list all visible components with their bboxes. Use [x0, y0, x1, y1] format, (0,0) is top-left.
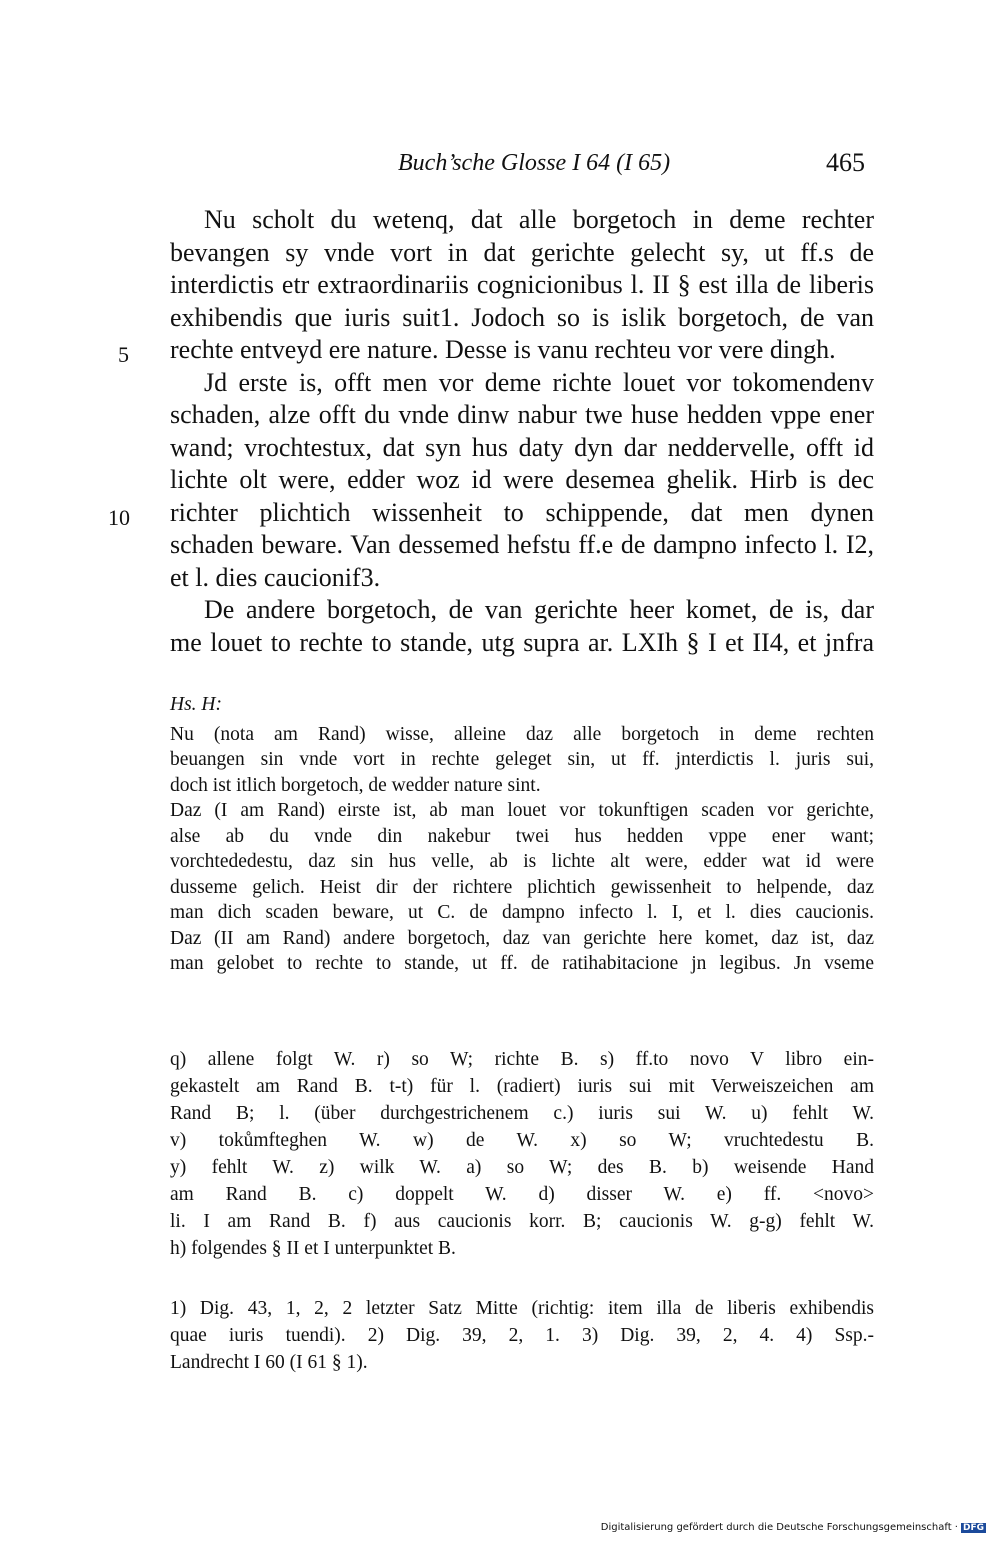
main-line: Jd erste is, offt men vor deme richte louet vor tokomendenv	[204, 367, 874, 397]
main-line: lichte olt were, edder woz id were desemea ghelik. Hirb is dec	[170, 465, 874, 494]
apparatus-line: y) fehlt W. z) wilk W. a) so W; des B. b) weisende Hand	[170, 1157, 874, 1178]
funding-footer	[601, 1522, 986, 1533]
main-line: schaden, alze offt du vnde dinw nabur twe huse hedden vppe ener	[170, 400, 874, 429]
main-text	[170, 204, 874, 659]
apparatus-line: Rand B; l. (über durchgestrichenem c.) iuris sui W. u) fehlt W.	[170, 1103, 874, 1124]
apparatus-line: li. I am Rand B. f) aus caucionis korr. B; caucionis W. g-g) fehlt W.	[170, 1211, 874, 1232]
ms-line: beuangen sin vnde vort in rechte geleget sin, ut ff. jnterdictis l. juris sui,	[170, 749, 874, 770]
manuscript-variant	[170, 692, 874, 977]
main-line: me louet to rechte to stande, utg supra ar. LXIh § I et II4, et jnfra	[170, 627, 874, 657]
ms-line: Daz (II am Rand) andere borgetoch, daz van gerichte here komet, daz ist, daz	[170, 927, 874, 949]
line-number: 10	[108, 505, 130, 530]
source-line: 1) Dig. 43, 1, 2, 2 letzter Satz Mitte (richtig: item illa de liberis exhibendis	[170, 1298, 874, 1319]
apparatus-line: gekastelt am Rand B. t-t) für l. (radiert) iuris sui mit Verweiszeichen am	[170, 1076, 874, 1097]
footer-text: Digitalisierung gefördert durch die Deutsche Forschungsgemeinschaft ·	[600, 1522, 958, 1533]
main-line: schaden beware. Van dessemed hefstu ff.e de dampno infecto l. I2,	[170, 530, 874, 559]
ms-line: man dich scaden beware, ut C. de dampno infecto l. I, et l. dies caucionis.	[170, 902, 874, 923]
source-line: Landrecht I 60 (I 61 § 1).	[170, 1352, 368, 1373]
ms-line: vorchtededestu, daz sin hus velle, ab is lichte alt were, edder wat id were	[170, 851, 874, 872]
ms-line: doch ist itlich borgetoch, de wedder nature sint.	[170, 774, 541, 796]
apparatus-line: am Rand B. c) doppelt W. d) disser W. e) ff. <novo>	[170, 1184, 874, 1205]
source-line: quae iuris tuendi). 2) Dig. 39, 2, 1. 3) Dig. 39, 2, 4. 4) Ssp.-	[170, 1325, 874, 1346]
apparatus-line: v) tokůmfteghen W. w) de W. x) so W; vruchtedestu B.	[170, 1130, 874, 1151]
main-line: et l. dies caucionif3.	[170, 562, 381, 592]
main-line: De andere borgetoch, de van gerichte heer komet, de is, dar	[204, 595, 874, 624]
main-line: wand; vrochtestux, dat syn hus daty dyn dar neddervelle, offt id	[170, 432, 874, 462]
main-line: bevangen sy vnde vort in dat gerichte gelecht sy, ut ff.s de	[170, 237, 874, 267]
running-title: Buch’sche Glosse I 64 (I 65)	[398, 150, 671, 176]
ms-line: Nu (nota am Rand) wisse, alleine daz alle borgetoch in deme rechten	[170, 723, 874, 745]
page-number: 465	[826, 148, 865, 177]
ms-heading: Hs. H:	[170, 694, 222, 715]
apparatus-line: q) allene folgt W. r) so W; richte B. s) ff.to novo V libro ein-	[170, 1049, 874, 1070]
line-number: 5	[118, 342, 129, 367]
ms-line: Daz (I am Rand) eirste ist, ab man louet vor tokunftigen scaden vor gerichte,	[170, 800, 874, 821]
main-line: richter plichtich wissenheit to schippende, dat men dynen	[170, 497, 874, 527]
source-apparatus	[170, 1295, 874, 1376]
main-line: interdictis etr extraordinariis cognicionibus l. II § est illa de liberis	[170, 270, 874, 299]
apparatus-line: h) folgendes § II et I unterpunktet B.	[170, 1238, 456, 1259]
main-line: exhibendis que iuris suit1. Jodoch so is islik borgetoch, de van	[170, 302, 874, 332]
main-line: rechte entveyd ere nature. Desse is vanu rechteu vor vere dingh.	[170, 335, 836, 364]
main-line: Nu scholt du wetenq, dat alle borgetoch in deme rechter	[204, 205, 874, 234]
ms-line: alse ab du vnde din nakebur twei hus hedden vppe ener want;	[170, 825, 874, 847]
ms-line: man gelobet to rechte to stande, ut ff. de ratihabitacione jn legibus. Jn vseme	[170, 953, 874, 974]
text-apparatus	[170, 1046, 874, 1262]
ms-line: dusseme gelich. Heist dir der richtere plichtich gewissenheit to helpende, daz	[170, 876, 874, 898]
dfg-logo: DFG	[962, 1523, 984, 1533]
